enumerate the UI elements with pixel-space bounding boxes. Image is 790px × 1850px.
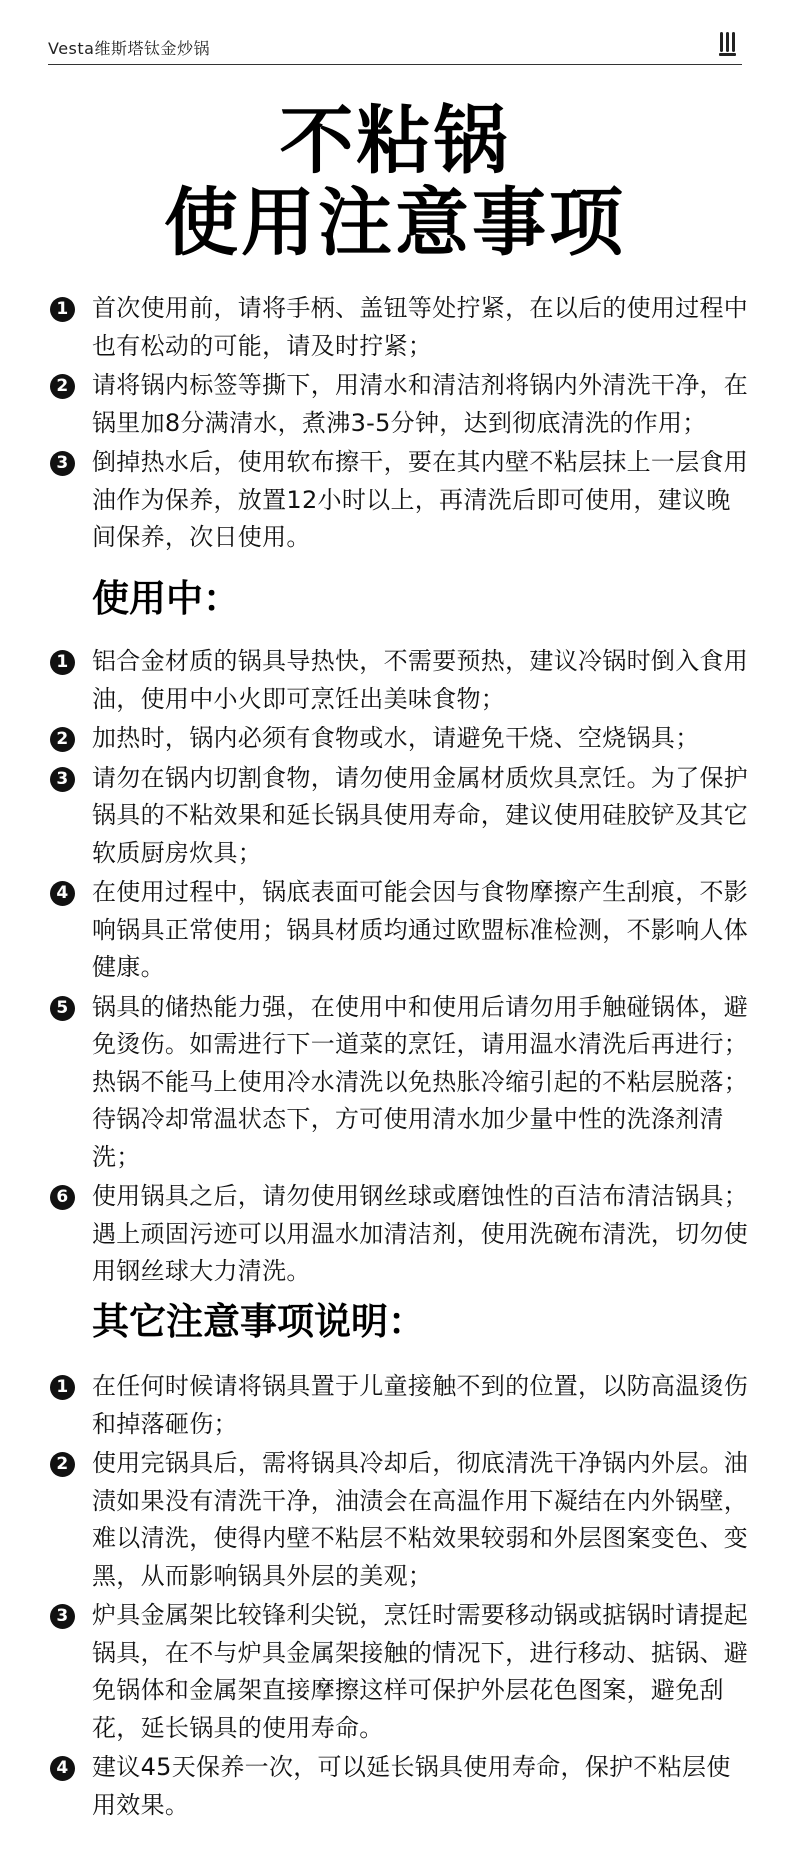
number-badge: 2: [50, 727, 75, 752]
number-badge: 2: [50, 1452, 75, 1477]
list-item: [48, 1597, 754, 1747]
list-item-text: 锅具的储热能力强，在使用中和使用后请勿用手触碰锅体，避免烫伤。如需进行下一道菜的烹饪，请用温水清洗后再进行；热锅不能马上使用冷水清洗以免热胀冷缩引起的不粘层脱落；待锅冷却常温状态下，方可使用清水加少量中性的洗涤剂清洗；: [92, 992, 749, 1171]
list-item: [48, 760, 754, 873]
list-item-text: 加热时，锅内必须有食物或水，请避免干烧、空烧锅具；: [92, 724, 700, 752]
number-badge: 3: [50, 451, 75, 476]
list-item-text: 使用锅具之后，请勿使用钢丝球或磨蚀性的百洁布清洁锅具；遇上顽固污迹可以用温水加清洁剂，使用洗碗布清洗，切勿使用钢丝球大力清洗。: [92, 1182, 749, 1285]
number-badge: 4: [50, 881, 75, 906]
list-item: [48, 367, 754, 442]
section-other-notes: [48, 1298, 754, 1826]
list-item-text: 建议45天保养一次，可以延长锅具使用寿命，保护不粘层使用效果。: [92, 1753, 731, 1819]
title-line-2: 使用注意事项: [164, 180, 626, 266]
list-item: [48, 290, 754, 365]
number-badge: 4: [50, 1756, 75, 1781]
list-item: [48, 643, 754, 718]
section-in-use: [48, 575, 754, 1293]
first-use-list: [48, 290, 754, 557]
stacked-utensils-logo-icon: [718, 30, 738, 58]
list-item: [48, 1445, 754, 1595]
section-heading: 其它注意事项说明：: [92, 1300, 425, 1343]
list-item-text: 请将锅内标签等撕下，用清水和清洁剂将锅内外清洗干净，在锅里加8分满清水，煮沸3-5分钟，达到彻底清洗的作用；: [92, 371, 749, 437]
list-item-text: 使用完锅具后，需将锅具冷却后，彻底清洗干净锅内外层。油渍如果没有清洗干净，油渍会在高温作用下凝结在内外锅壁，难以清洗，使得内壁不粘层不粘效果较弱和外层图案变色、变黑，从而影响锅具外层的美观；: [92, 1449, 749, 1590]
other-notes-list: [48, 1368, 754, 1824]
number-badge: 1: [50, 297, 75, 322]
list-item-text: 请勿在锅内切割食物，请勿使用金属材质炊具烹饪。为了保护锅具的不粘效果和延长锅具使用寿命，建议使用硅胶铲及其它软质厨房炊具；: [92, 763, 749, 867]
list-item-text: 在使用过程中，锅底表面可能会因与食物摩擦产生刮痕，不影响锅具正常使用；锅具材质均通过欧盟标准检测，不影响人体健康。: [92, 878, 749, 981]
number-badge: 5: [50, 996, 75, 1021]
title-line-1: 不粘锅: [279, 98, 511, 184]
section-heading: 使用中：: [92, 577, 240, 620]
number-badge: 1: [50, 650, 75, 675]
number-badge: 3: [50, 1604, 75, 1629]
number-badge: 2: [50, 374, 75, 399]
in-use-list: [48, 643, 754, 1291]
list-item-text: 首次使用前，请将手柄、盖钮等处拧紧，在以后的使用过程中也有松动的可能，请及时拧紧；: [92, 294, 749, 360]
page-header: [48, 30, 742, 65]
list-item: [48, 989, 754, 1177]
number-badge: 1: [50, 1375, 75, 1400]
list-item: [48, 874, 754, 987]
page-title: [0, 100, 790, 264]
list-item-text: 在任何时候请将锅具置于儿童接触不到的位置，以防高温烫伤和掉落砸伤；: [92, 1372, 749, 1438]
brand-name: Vesta维斯塔钛金炒锅: [48, 39, 210, 58]
list-item: [48, 720, 754, 758]
section-first-use: [48, 290, 754, 559]
number-badge: 6: [50, 1185, 75, 1210]
list-item: [48, 444, 754, 557]
list-item-text: 铝合金材质的锅具导热快，不需要预热，建议冷锅时倒入食用油，使用中小火即可烹饪出美味食物；: [92, 647, 749, 713]
list-item-text: 倒掉热水后，使用软布擦干，要在其内壁不粘层抹上一层食用油作为保养，放置12小时以上，再清洗后即可使用，建议晚间保养，次日使用。: [92, 448, 749, 551]
list-item: [48, 1368, 754, 1443]
list-item: [48, 1178, 754, 1291]
list-item-text: 炉具金属架比较锋利尖锐，烹饪时需要移动锅或掂锅时请提起锅具，在不与炉具金属架接触的情况下，进行移动、掂锅、避免锅体和金属架直接摩擦这样可保护外层花色图案，避免刮花，延长锅具的使用寿命。: [92, 1601, 749, 1742]
list-item: [48, 1749, 754, 1824]
number-badge: 3: [50, 767, 75, 792]
